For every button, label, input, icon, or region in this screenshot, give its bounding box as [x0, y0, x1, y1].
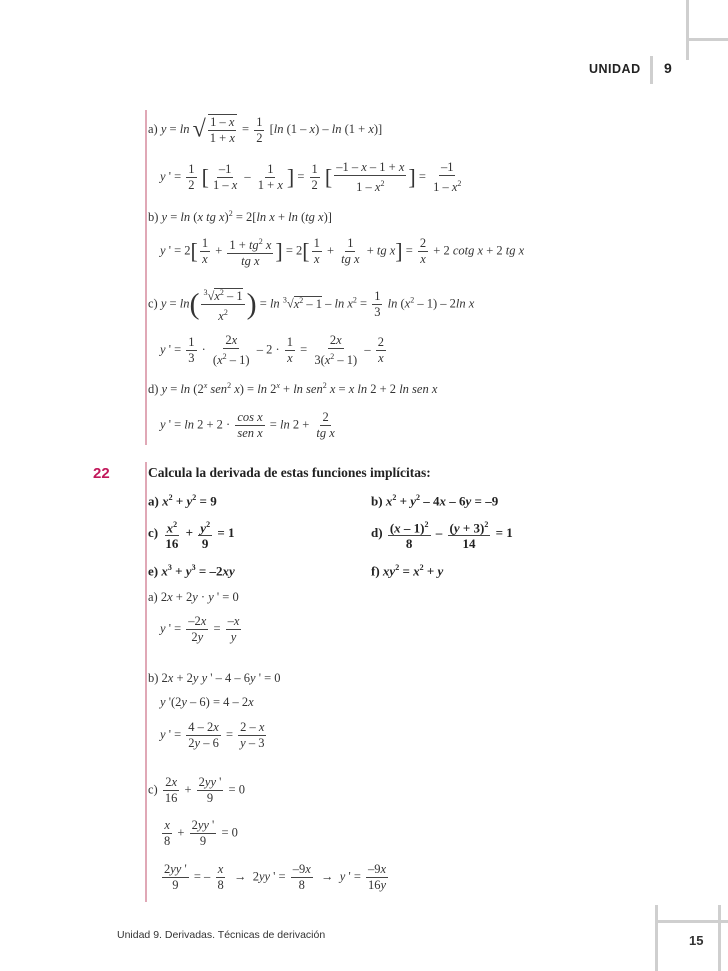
answer-c-step1: c) $\frac{2x}{16}$ + $\frac{2yy '}{9}$ = 0 [148, 775, 245, 805]
task-a: a) $x^2 + y^2 = 9$ [148, 493, 217, 509]
solution-a-function: a) y = ln √ $\frac{1 - x}{1 + x}$ = $\frac{1}{2}$ [ln (1 – x) – ln (1 + x)] [148, 114, 383, 145]
corner-bar-bottom-vertical [655, 905, 658, 971]
answer-c-step3: $\frac{2yy '}{9}$ = – $\frac{x}{8}$ → 2yy ' = $\frac{-9x}{8}$ → y ' = $\frac{-9x}{16y}$ [164, 862, 387, 892]
task-b: b) $x^2 + y^2 - 4x - 6y = -9$ [371, 493, 499, 509]
task-d: d) $\frac{(x - 1)^2}{8}$ – $\frac{(y + 3)^2}{14}$ = 1 [371, 517, 513, 551]
answer-a-step2: y ' = $\frac{-2x}{2y}$ = $\frac{-x}{y}$ [160, 614, 240, 644]
footer-text: Unidad 9. Derivadas. Técnicas de derivación [117, 929, 326, 941]
answer-b-step3: y ' = $\frac{4 - 2x}{2y - 6}$ = $\frac{2 - x}{y - 3}$ [160, 720, 265, 750]
corner-bar-top-horizontal [686, 38, 728, 41]
solution-c-function: c) y = ln( $\frac{^3√x^2 - 1}{x^2}$ ) = $\ln ^3√x^2 - 1$ – $\ln x^2$ = $\frac{1}{3}$ $\ln (x^2 - 1) - 2\ln$ x [148, 285, 474, 324]
page-number: 15 [689, 933, 704, 948]
exercise-title: Calcula la derivada de estas funciones implícitas: [148, 465, 431, 480]
corner-bar-right-edge [718, 905, 721, 971]
task-e: e) $x^3 + y^3 = -2xy$ [148, 563, 235, 579]
answer-b-step1: b) 2x + 2y y ' – 4 – 6y ' = 0 [148, 671, 281, 685]
answer-a-step1: a) 2x + 2y · y ' = 0 [148, 590, 239, 604]
margin-rule-upper [145, 110, 147, 445]
solution-a-derivative: y ' = $\frac{1}{2}$ [ $\frac{-1}{1 - x}$ – $\frac{1}{1 + x}$ ] = $\frac{1}{2}$ [ $\frac{-1 - x - 1 + x}{1 - x^2}$ ] = $\frac{-1}{1 - x^2}$ [160, 160, 462, 195]
solution-d-function: d) y = ln (2$^x$ sen$^2$ $x) = \ln 2^x + \ln sen^2$ x = x ln 2 + 2 ln sen x [148, 381, 438, 397]
unit-number: 9 [664, 60, 672, 76]
solution-b-function: b) y = ln (x tg x)$^2$ = 2[ln x + ln (tg x)] [148, 209, 332, 225]
margin-rule-lower [145, 462, 147, 902]
corner-bar-top-vertical [686, 0, 689, 60]
corner-bar-unit-divider [650, 56, 653, 84]
unit-label: UNIDAD [589, 62, 641, 76]
solution-b-derivative: y ' = 2[ $\frac{1}{x}$ + $\frac{1 + tg^2 x}{\text{tg x}}$ ] = 2[ $\frac{1}{x}$ + $\frac{1}{\text{tg x}}$ + tg x] = $\frac{2}{x}$ + 2 cotg x + 2 tg x [160, 234, 524, 269]
task-f: f) $xy^2 = x^2 + y$ [371, 563, 444, 579]
solution-c-derivative: y ' = $\frac{1}{3}$ · $\frac{2x}{(x^2 - 1)}$ – 2 · $\frac{1}{x}$ = $\frac{2x}{3(x^2 - 1)}$ – $\frac{2}{x}$ [160, 333, 384, 368]
answer-c-step2: $\frac{x}{8}$ + $\frac{2yy '}{9}$ = 0 [164, 818, 238, 848]
solution-d-derivative: y ' = ln 2 + 2 · $\frac{\text{cos x}}{\text{sen x}}$ = ln 2 + $\frac{2}{\text{tg x}}$ [160, 410, 335, 440]
exercise-number: 22 [93, 465, 110, 482]
answer-b-step2: y '(2y – 6) = 4 – 2x [160, 695, 254, 709]
task-c: c) $\frac{x^2}{16}$ + $\frac{y^2}{9}$ = 1 [148, 517, 234, 551]
